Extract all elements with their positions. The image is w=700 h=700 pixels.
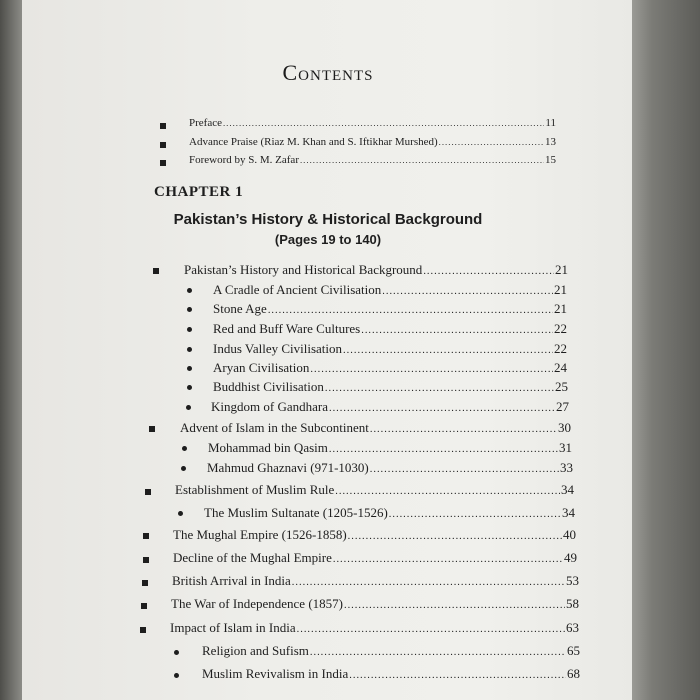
subsection-bullet: [187, 385, 192, 390]
dot-leader: [329, 444, 558, 455]
front-matter-bullet: [160, 142, 166, 148]
toc-entry-label: The War of Independence (1857): [171, 596, 343, 611]
toc-entry-label: Aryan Civilisation: [213, 360, 310, 375]
subsection-bullet: [174, 673, 179, 678]
toc-entry: [173, 550, 577, 566]
subsection-bullet: [187, 288, 192, 293]
dot-leader: [370, 464, 559, 475]
toc-entry: [213, 341, 567, 357]
dot-leader: [382, 286, 553, 297]
toc-entry-page: 21: [555, 262, 568, 277]
dot-leader: [329, 403, 555, 414]
dot-leader: [349, 670, 566, 681]
toc-entry-label: Foreword by S. M. Zafar: [189, 154, 299, 166]
subsection-bullet: [187, 347, 192, 352]
toc-entry-label: Mohammad bin Qasim: [208, 440, 328, 455]
toc-entry: [173, 527, 576, 543]
dot-leader: [343, 345, 553, 356]
toc-entry: [213, 282, 567, 298]
toc-entry-preface: [189, 117, 556, 129]
toc-entry-label: Stone Age: [213, 301, 267, 316]
front-matter-bullet: [160, 123, 166, 129]
toc-entry-label: Buddhist Civilisation: [213, 379, 324, 394]
toc-entry: [211, 399, 569, 415]
section-bullet: [149, 426, 155, 432]
toc-entry-label: Advance Praise (Riaz M. Khan and S. Iftikhar Murshed): [189, 136, 438, 148]
toc-entry-label: Decline of the Mughal Empire: [173, 550, 332, 565]
toc-entry-page: 24: [554, 360, 567, 375]
subsection-bullet: [174, 650, 179, 655]
dot-leader: [344, 600, 565, 611]
chapter-page-range: (Pages 19 to 140): [274, 232, 382, 247]
section-bullet: [142, 580, 148, 586]
toc-entry-page: 22: [554, 341, 567, 356]
front-matter-bullet: [160, 160, 166, 166]
dot-leader: [300, 155, 544, 165]
toc-entry-label: Impact of Islam in India: [170, 620, 296, 635]
toc-entry-label: Religion and Sufism: [202, 643, 309, 658]
toc-entry-label: Indus Valley Civilisation: [213, 341, 343, 356]
dot-leader: [325, 383, 554, 394]
dot-leader: [268, 305, 553, 316]
toc-entry: [213, 301, 567, 317]
book-page-edge-right: [632, 0, 700, 700]
toc-entry-page: 33: [560, 460, 573, 475]
toc-entry-page: 34: [562, 505, 575, 520]
dot-leader: [335, 486, 560, 497]
toc-entry: [204, 505, 575, 521]
subsection-bullet: [186, 405, 191, 410]
toc-entry: [175, 482, 574, 498]
dot-leader: [297, 624, 565, 635]
toc-entry-label: Preface: [189, 117, 222, 129]
toc-entry: [172, 573, 579, 589]
toc-entry: [202, 643, 580, 659]
chapter-title: Pakistan’s History & Historical Background: [173, 211, 483, 228]
toc-entry-foreword: [189, 154, 556, 166]
toc-entry-page: 63: [566, 620, 579, 635]
toc-entry: [207, 460, 573, 476]
toc-entry-page: 58: [566, 596, 579, 611]
dot-leader: [310, 364, 553, 375]
toc-entry-page: 49: [564, 550, 577, 565]
toc-entry-label: British Arrival in India: [172, 573, 291, 588]
toc-entry-label: Establishment of Muslim Rule: [175, 482, 335, 497]
toc-entry-page: 34: [561, 482, 574, 497]
section-bullet: [153, 268, 159, 274]
contents-title: Contents: [282, 60, 374, 85]
section-bullet: [140, 627, 146, 633]
toc-entry: [171, 596, 579, 612]
toc-entry-label: Kingdom of Gandhara: [211, 399, 328, 414]
toc-entry-label: A Cradle of Ancient Civilisation: [213, 282, 382, 297]
section-bullet: [145, 489, 151, 495]
toc-entry-page: 22: [554, 321, 567, 336]
toc-entry: [170, 620, 579, 636]
toc-entry-page: 13: [545, 136, 556, 148]
dot-leader: [348, 531, 562, 542]
toc-entry-page: 53: [566, 573, 579, 588]
toc-entry-page: 30: [558, 420, 571, 435]
dot-leader: [310, 647, 566, 658]
toc-entry-page: 15: [545, 154, 556, 166]
subsection-bullet: [178, 511, 183, 516]
toc-entry-page: 68: [567, 666, 580, 681]
toc-entry-label: Advent of Islam in the Subcontinent: [180, 420, 369, 435]
toc-entry-label: Muslim Revivalism in India: [202, 666, 349, 681]
toc-entry-label: Red and Buff Ware Cultures: [213, 321, 361, 336]
dot-leader: [223, 118, 544, 128]
toc-entry-label: Pakistan’s History and Historical Background: [184, 262, 423, 277]
dot-leader: [370, 424, 557, 435]
dot-leader: [423, 266, 554, 277]
subsection-bullet: [187, 307, 192, 312]
subsection-bullet: [187, 366, 192, 371]
toc-entry-page: 65: [567, 643, 580, 658]
dot-leader: [333, 554, 563, 565]
toc-entry-label: Mahmud Ghaznavi (971-1030): [207, 460, 369, 475]
dot-leader: [292, 577, 565, 588]
dot-leader: [439, 137, 544, 147]
toc-entry-page: 40: [563, 527, 576, 542]
toc-entry-page: 21: [554, 301, 567, 316]
subsection-bullet: [181, 466, 186, 471]
toc-entry: [180, 420, 571, 436]
toc-entry-label: The Muslim Sultanate (1205-1526): [204, 505, 388, 520]
toc-entry: [213, 360, 567, 376]
chapter-heading: CHAPTER 1: [154, 184, 244, 200]
toc-entry-advance-praise: [189, 136, 556, 148]
toc-entry: [184, 262, 568, 278]
toc-entry: [208, 440, 572, 456]
toc-entry-page: 21: [554, 282, 567, 297]
dot-leader: [389, 509, 561, 520]
toc-entry-page: 31: [559, 440, 572, 455]
section-bullet: [141, 603, 147, 609]
toc-entry-page: 25: [555, 379, 568, 394]
subsection-bullet: [187, 327, 192, 332]
dot-leader: [361, 325, 553, 336]
toc-entry: [213, 321, 567, 337]
subsection-bullet: [182, 446, 187, 451]
book-gutter-left: [0, 0, 22, 700]
toc-entry: [213, 379, 568, 395]
toc-entry-page: 11: [545, 117, 556, 129]
section-bullet: [143, 533, 149, 539]
toc-entry: [202, 666, 580, 682]
toc-entry-page: 27: [556, 399, 569, 414]
toc-entry-label: The Mughal Empire (1526-1858): [173, 527, 347, 542]
section-bullet: [143, 557, 149, 563]
